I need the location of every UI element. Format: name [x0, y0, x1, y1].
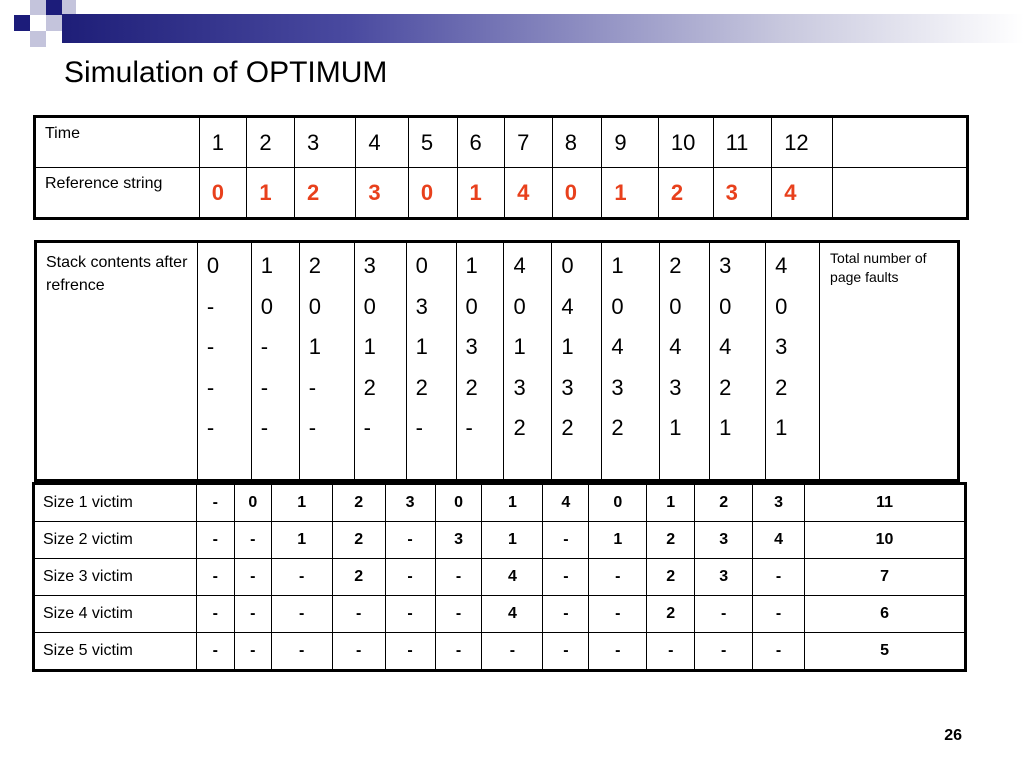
victim-cell: - — [332, 633, 385, 670]
stack-label: Stack contents after refrence — [37, 243, 198, 480]
reference-cell: 4 — [772, 168, 833, 218]
victim-cell: 4 — [482, 559, 543, 596]
victim-cell: 4 — [543, 485, 589, 522]
stack-column: 3 0 1 2 - — [354, 243, 406, 480]
victim-cell: 2 — [647, 522, 695, 559]
victim-cell: 3 — [695, 522, 753, 559]
victim-cell: - — [271, 559, 332, 596]
time-row — [36, 118, 967, 168]
victim-cell: 2 — [647, 596, 695, 633]
victim-cell: - — [753, 559, 805, 596]
victim-cell: - — [435, 633, 482, 670]
victim-cell: 1 — [647, 485, 695, 522]
time-cell: 11 — [713, 118, 772, 168]
stack-column: 0 - - - - — [197, 243, 251, 480]
victim-cell: 2 — [695, 485, 753, 522]
victim-cell: - — [196, 485, 234, 522]
victim-row — [35, 522, 965, 559]
reference-cell: 0 — [408, 168, 457, 218]
reference-cell: 0 — [199, 168, 247, 218]
victim-cell: 1 — [589, 522, 647, 559]
stack-column: 4 0 3 2 1 — [766, 243, 820, 480]
victim-cell: 3 — [695, 559, 753, 596]
victim-cell: - — [482, 633, 543, 670]
victim-label: Size 2 victim — [35, 522, 197, 559]
victim-row — [35, 633, 965, 670]
victim-cell: - — [589, 633, 647, 670]
stack-column: 0 3 1 2 - — [406, 243, 456, 480]
victim-cell: 3 — [753, 485, 805, 522]
reference-cell: 1 — [602, 168, 658, 218]
victim-cell: 0 — [435, 485, 482, 522]
reference-label: Reference string — [36, 168, 200, 218]
victim-total: 6 — [805, 596, 965, 633]
victim-cell: 4 — [753, 522, 805, 559]
time-cell: 12 — [772, 118, 833, 168]
victim-cell: 1 — [271, 485, 332, 522]
victim-cell: - — [647, 633, 695, 670]
time-cell: 10 — [658, 118, 713, 168]
empty-cell — [832, 118, 966, 168]
victim-cell: - — [271, 633, 332, 670]
victim-cell: - — [196, 633, 234, 670]
victim-cell: - — [543, 522, 589, 559]
victim-cell: - — [385, 633, 435, 670]
stack-column: 4 0 1 3 2 — [504, 243, 552, 480]
reference-cell: 1 — [457, 168, 505, 218]
victim-cell: - — [435, 596, 482, 633]
corner-square-navy — [46, 0, 62, 15]
reference-cell: 0 — [552, 168, 602, 218]
time-cell: 3 — [294, 118, 355, 168]
reference-cell: 3 — [713, 168, 772, 218]
victim-cell: - — [234, 559, 271, 596]
corner-square-navy — [14, 15, 30, 31]
victim-cell: - — [385, 559, 435, 596]
victim-cell: - — [543, 559, 589, 596]
victim-cell: - — [196, 522, 234, 559]
victim-cell: 2 — [332, 522, 385, 559]
victim-cell: - — [332, 596, 385, 633]
victim-cell: - — [753, 633, 805, 670]
time-cell: 6 — [457, 118, 505, 168]
victim-cell: 1 — [482, 522, 543, 559]
victim-cell: - — [589, 596, 647, 633]
victim-table — [34, 484, 965, 670]
victim-total: 5 — [805, 633, 965, 670]
victim-cell: - — [385, 596, 435, 633]
victim-cell: - — [695, 633, 753, 670]
victim-cell: - — [234, 633, 271, 670]
corner-square-light — [46, 15, 62, 31]
victim-cell: - — [753, 596, 805, 633]
victim-cell: 1 — [271, 522, 332, 559]
time-cell: 1 — [199, 118, 247, 168]
victim-cell: - — [543, 596, 589, 633]
reference-cell: 2 — [294, 168, 355, 218]
victim-cell: - — [196, 559, 234, 596]
victim-cell: - — [234, 596, 271, 633]
victim-cell: 2 — [647, 559, 695, 596]
victim-row — [35, 485, 965, 522]
time-cell: 4 — [356, 118, 409, 168]
empty-cell — [832, 168, 966, 218]
corner-square-light — [30, 31, 46, 47]
stack-column: 2 0 4 3 1 — [660, 243, 710, 480]
reference-cell: 4 — [505, 168, 553, 218]
victim-cell: 3 — [385, 485, 435, 522]
time-cell: 9 — [602, 118, 658, 168]
reference-cell: 3 — [356, 168, 409, 218]
victim-cell: - — [196, 596, 234, 633]
victim-cell: - — [695, 596, 753, 633]
victim-label: Size 5 victim — [35, 633, 197, 670]
slide-title: Simulation of OPTIMUM — [64, 56, 388, 89]
time-cell: 8 — [552, 118, 602, 168]
reference-table — [35, 117, 967, 218]
victim-cell: 4 — [482, 596, 543, 633]
victim-cell: - — [271, 596, 332, 633]
stack-column: 2 0 1 - - — [299, 243, 354, 480]
victim-cell: - — [589, 559, 647, 596]
stack-column: 3 0 4 2 1 — [710, 243, 766, 480]
stack-row — [37, 243, 958, 480]
reference-cell: 1 — [247, 168, 295, 218]
victim-cell: 1 — [482, 485, 543, 522]
victim-row — [35, 596, 965, 633]
stack-column: 1 0 3 2 - — [456, 243, 504, 480]
victim-label: Size 1 victim — [35, 485, 197, 522]
victim-total: 7 — [805, 559, 965, 596]
time-label: Time — [36, 118, 200, 168]
victim-cell: - — [435, 559, 482, 596]
stack-column: 1 0 4 3 2 — [602, 243, 660, 480]
victim-label: Size 3 victim — [35, 559, 197, 596]
stack-table — [36, 242, 958, 480]
victim-cell: 2 — [332, 485, 385, 522]
victim-total: 10 — [805, 522, 965, 559]
stack-column: 1 0 - - - — [251, 243, 299, 480]
total-faults-label: Total number of page faults — [820, 243, 958, 480]
victim-cell: 2 — [332, 559, 385, 596]
victim-cell: 0 — [589, 485, 647, 522]
victim-cell: 3 — [435, 522, 482, 559]
time-cell: 7 — [505, 118, 553, 168]
victim-total: 11 — [805, 485, 965, 522]
reference-cell: 2 — [658, 168, 713, 218]
victim-cell: - — [234, 522, 271, 559]
victim-cell: 0 — [234, 485, 271, 522]
victim-label: Size 4 victim — [35, 596, 197, 633]
victim-cell: - — [385, 522, 435, 559]
victim-row — [35, 559, 965, 596]
header-gradient-bar — [62, 14, 1024, 43]
page-number: 26 — [944, 727, 962, 744]
corner-square-light — [30, 0, 46, 15]
corner-square-light — [62, 0, 76, 14]
time-cell: 5 — [408, 118, 457, 168]
reference-row — [36, 168, 967, 218]
stack-column: 0 4 1 3 2 — [552, 243, 602, 480]
victim-cell: - — [543, 633, 589, 670]
time-cell: 2 — [247, 118, 295, 168]
